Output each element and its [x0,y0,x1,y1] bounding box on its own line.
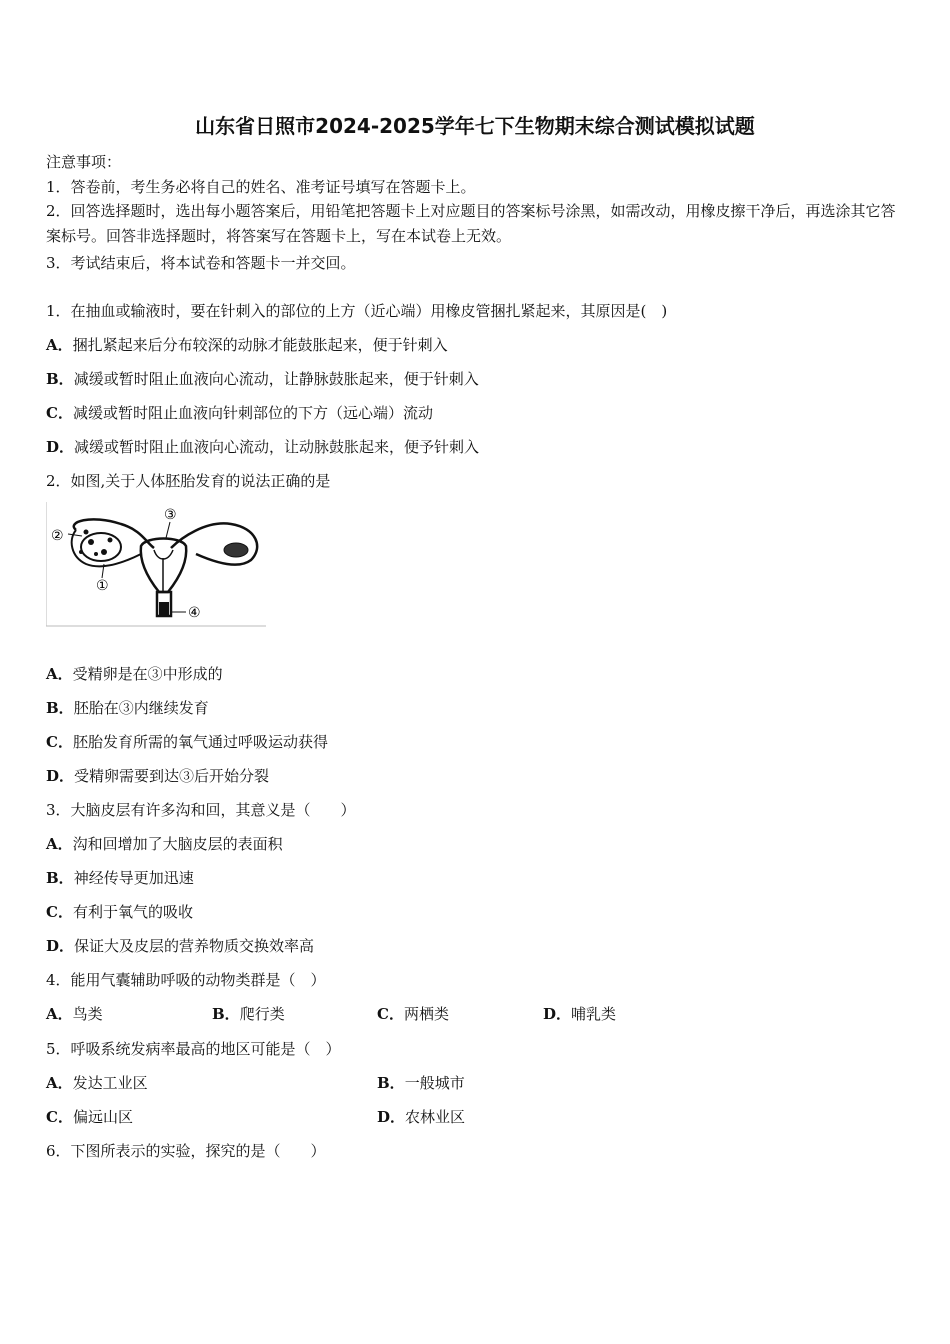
option-label: D． [543,1005,572,1023]
notice-heading: 注意事项： [46,153,122,171]
female-reproductive-system-drawing [46,502,266,627]
option-label: B． [212,1005,240,1023]
question-option[interactable] [46,766,269,786]
question-option[interactable] [543,1004,616,1024]
option-text: 受精卵需要到达③后开始分裂 [74,767,270,785]
notice-item: 2．回答选择题时，选出每小题答案后，用铅笔把答题卡上对应题目的答案标号涂黑，如需改动，用橡皮擦干净后，再选涂其它答案标号。回答非选择题时，将答案写在答题卡上，写在本试卷上无效。 [46,202,896,245]
option-label: A． [46,665,73,683]
question-stem: 3．大脑皮层有许多沟和回，其意义是（ ） [46,801,356,819]
option-label: D． [377,1108,406,1126]
option-text: 减缓或暂时阻止血液向心流动，让动脉鼓胀起来，便予针刺入 [74,438,480,456]
option-text: 减缓或暂时阻止血液向针刺部位的下方（远心端）流动 [72,404,433,422]
option-text: 神经传导更加迅速 [73,869,194,887]
option-label: C． [46,404,73,422]
question-option[interactable] [46,732,328,752]
option-label: D． [46,937,75,955]
question-stem: 4．能用气囊辅助呼吸的动物类群是（ ） [46,971,326,989]
option-text: 发达工业区 [72,1074,148,1092]
option-label: C． [46,1108,73,1126]
option-text: 受精卵是在③中形成的 [72,665,223,683]
question-option[interactable] [46,369,479,389]
question-option[interactable] [46,698,209,718]
option-label: B． [377,1074,405,1092]
uterus-diagram [46,502,266,627]
question-option[interactable] [46,437,479,457]
option-label: A． [46,1005,73,1023]
question-option[interactable] [377,1073,465,1093]
option-text: 鸟类 [72,1005,103,1023]
option-text: 两栖类 [403,1005,449,1023]
question-option[interactable] [46,664,223,684]
question-option[interactable] [46,902,193,922]
question-option[interactable] [46,868,194,888]
figure-label: ② [51,528,64,544]
option-label: C． [377,1005,404,1023]
question-option[interactable] [377,1107,465,1127]
question-stem: 6．下图所表示的实验，探究的是（ ） [46,1142,326,1160]
option-text: 沟和回增加了大脑皮层的表面积 [72,835,283,853]
option-text: 偏远山区 [72,1108,133,1126]
option-label: C． [46,733,73,751]
option-text: 减缓或暂时阻止血液向心流动，让静脉鼓胀起来，便于针刺入 [73,370,479,388]
option-text: 爬行类 [239,1005,285,1023]
option-label: B． [46,699,74,717]
option-label: B． [46,869,74,887]
option-label: A． [46,835,73,853]
question-option[interactable] [46,403,433,423]
question-option[interactable] [46,1073,148,1093]
option-text: 有利于氧气的吸收 [72,903,193,921]
option-label: A． [46,1074,73,1092]
option-label: D． [46,438,75,456]
option-label: B． [46,370,74,388]
figure-label: ③ [164,507,177,523]
option-label: A． [46,336,73,354]
question-option[interactable] [46,936,314,956]
question-option[interactable] [46,1004,103,1024]
question-option[interactable] [377,1004,449,1024]
option-label: D． [46,767,75,785]
page-title: 山东省日照市2024-2025学年七下生物期末综合测试模拟试题 [195,114,755,138]
option-text: 保证大及皮层的营养物质交换效率高 [74,937,315,955]
notice-item: 1．答卷前，考生务必将自己的姓名、准考证号填写在答题卡上。 [46,178,476,196]
question-option[interactable] [46,1107,133,1127]
question-option[interactable] [212,1004,285,1024]
option-text: 一般城市 [404,1074,465,1092]
figure-label: ① [96,578,109,594]
notice-item: 3．考试结束后，将本试卷和答题卡一并交回。 [46,254,356,272]
question-stem: 5．呼吸系统发病率最高的地区可能是（ ） [46,1040,341,1058]
question-option[interactable] [46,335,448,355]
option-text: 哺乳类 [571,1005,617,1023]
question-option[interactable] [46,834,283,854]
option-text: 捆扎紧起来后分布较深的动脉才能鼓胀起来，便于针刺入 [72,336,448,354]
option-text: 农林业区 [405,1108,466,1126]
question-stem: 2．如图,关于人体胚胎发育的说法正确的是 [46,472,331,490]
option-text: 胚胎在③内继续发育 [73,699,209,717]
figure-label: ④ [188,605,201,621]
option-text: 胚胎发育所需的氧气通过呼吸运动获得 [72,733,328,751]
question-stem: 1．在抽血或输液时，要在针刺入的部位的上方（近心端）用橡皮管捆扎紧起来，其原因是( ) [46,302,668,320]
option-label: C． [46,903,73,921]
